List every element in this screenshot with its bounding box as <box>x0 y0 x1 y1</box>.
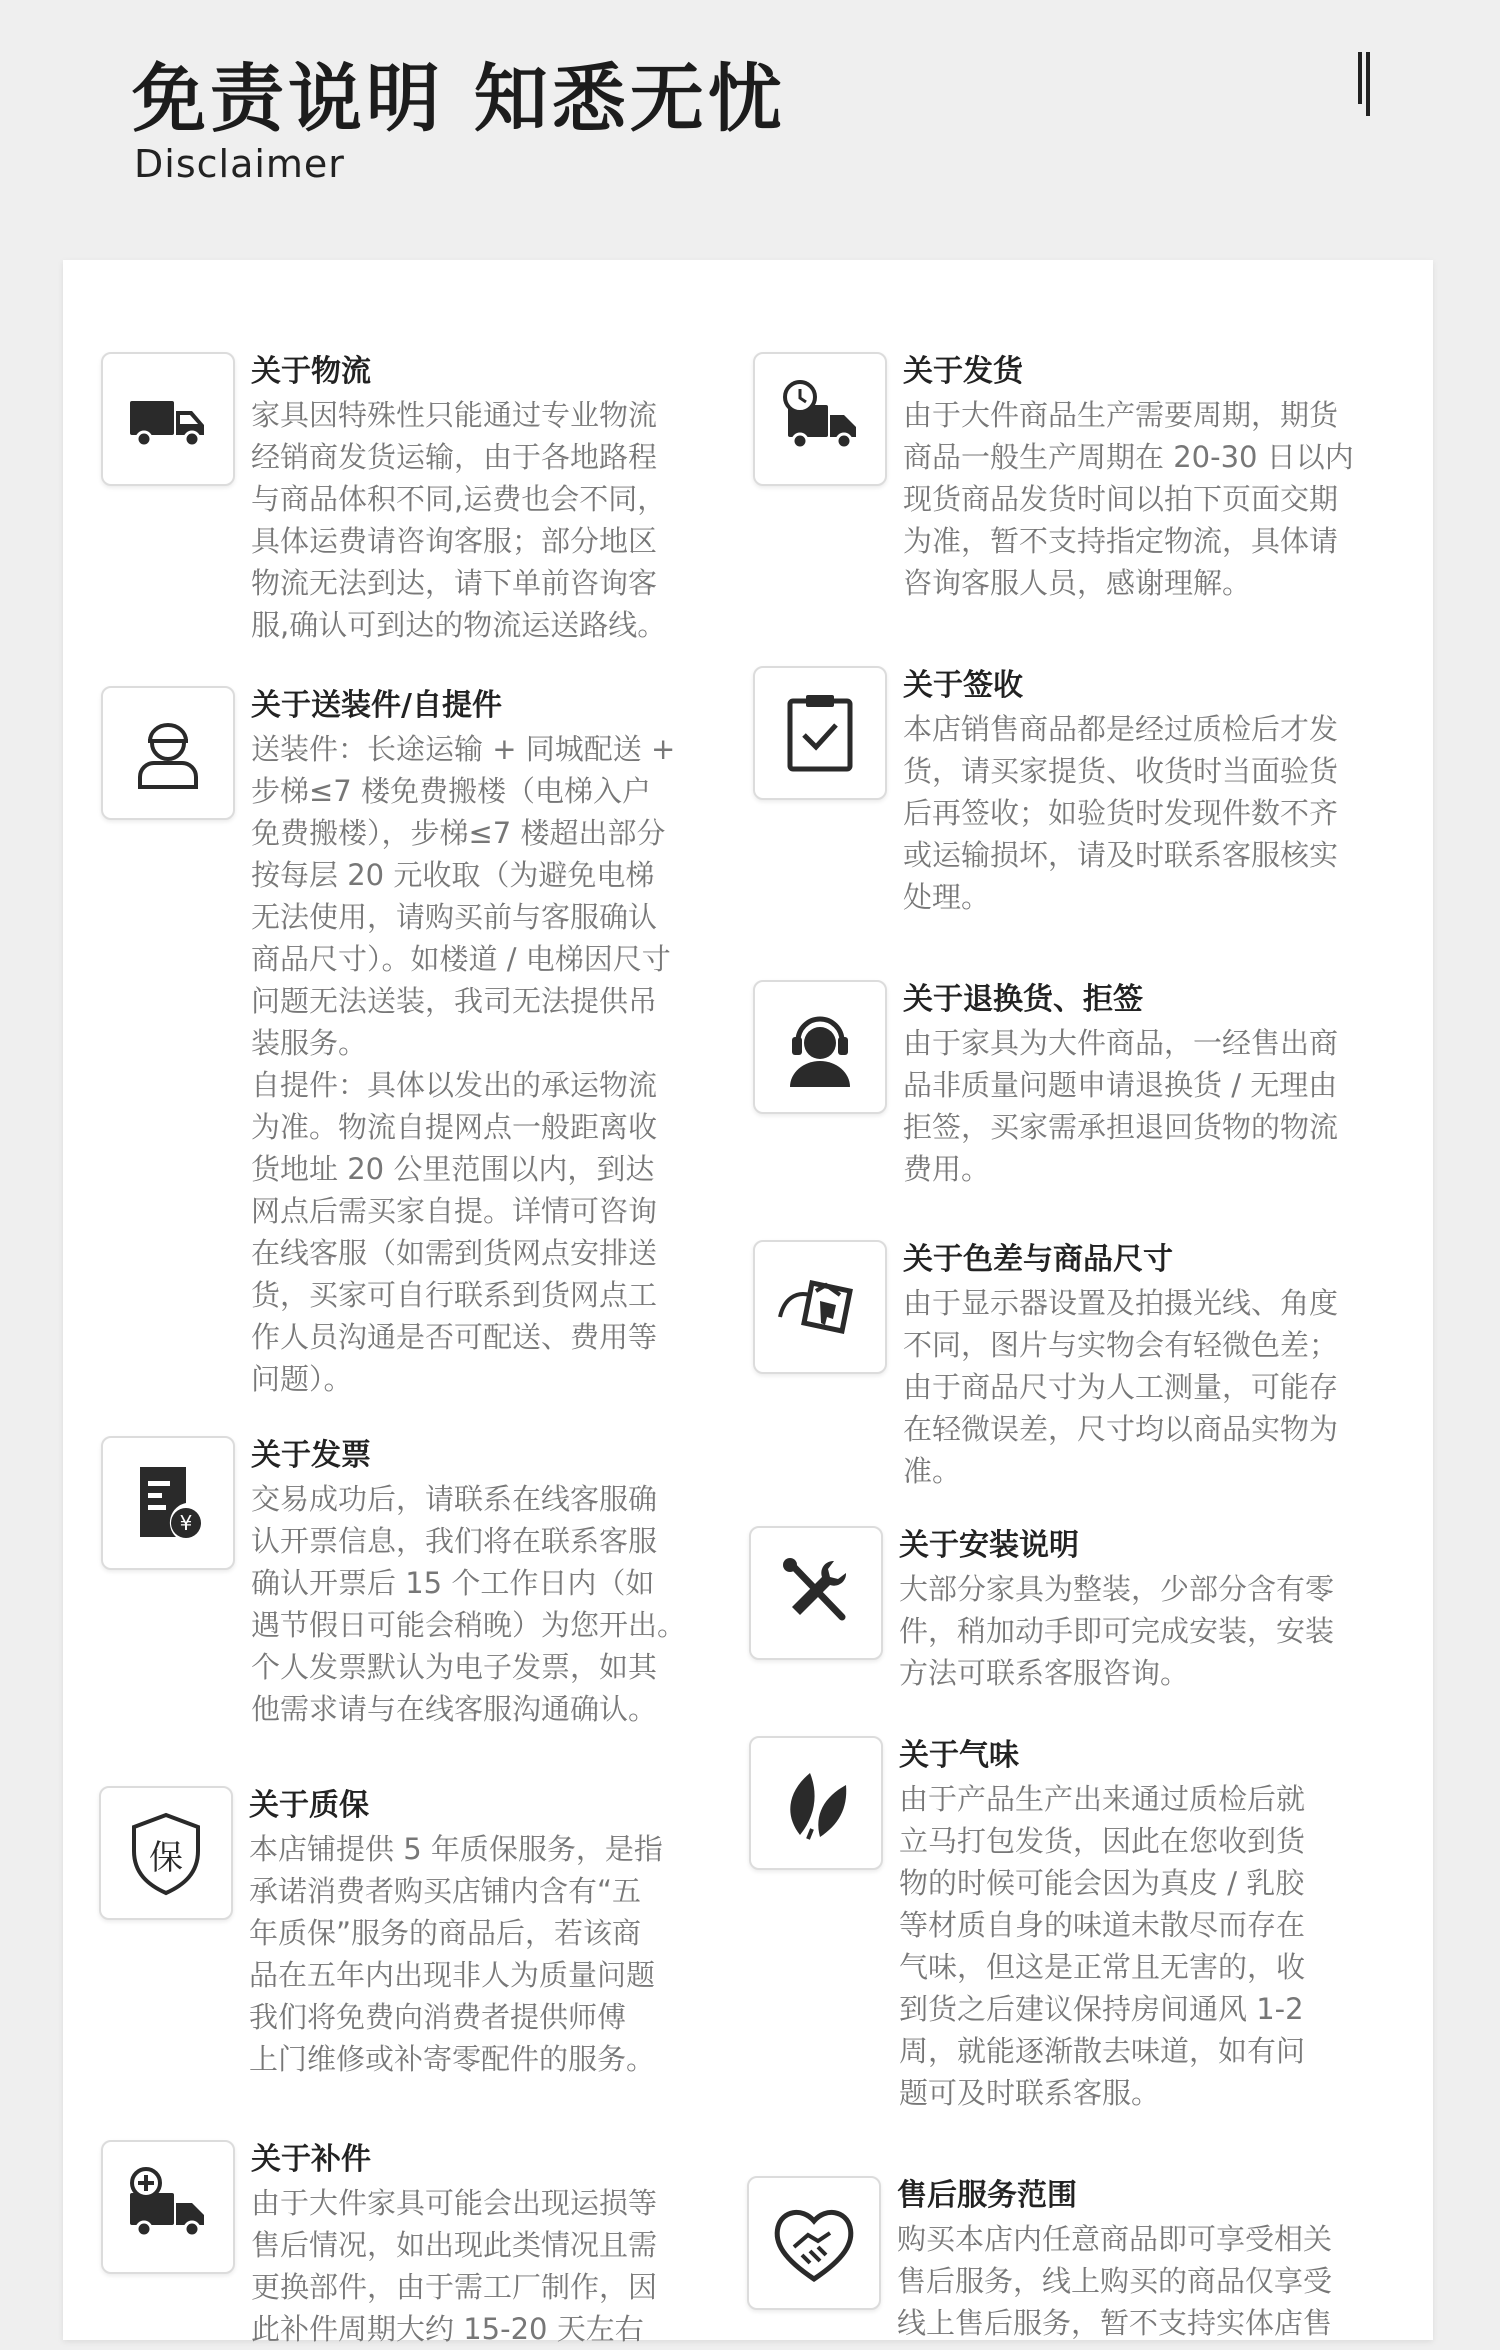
item-title: 售后服务范围 <box>897 2178 1077 2213</box>
page-header <box>0 0 1500 260</box>
item-title: 关于气味 <box>899 1738 1019 1773</box>
item-title: 关于安装说明 <box>899 1528 1079 1563</box>
item-title: 关于发票 <box>251 1438 371 1473</box>
truck-plus-icon <box>101 2140 235 2274</box>
item-body: 由于大件家具可能会出现运损等 售后情况，如出现此类情况且需 更换部件，由于需工厂制作，因 此补件周期大约 15-20 天左右 <box>251 2186 658 2346</box>
truck-icon <box>101 352 235 486</box>
item-body: 送装件：长途运输 + 同城配送 + 步梯≤7 楼免费搬楼（电梯入户 免费搬楼），步梯≤7 楼超出部分 按每层 20 元收取（为避免电梯 无法使用，请购买前与客服确认 商品尺寸）。如楼道 / 电梯因尺寸 问题无法送装，我司无法提供吊 装服务。 自提件：具体以发出的承运物流 为准。物流自提网点一般距离收 货地址 20 公里范围以内，到达 网点后需买家自提。详情可咨询 在线客服（如需到货网点安排送 货，买家可自行联系到货网点工 作人员沟通是否可配送、费用等 问题）。 <box>251 732 676 1396</box>
item-body: 本店销售商品都是经过质检后才发 货，请买家提货、收货时当面验货 后再签收；如验货时发现件数不齐 或运输损坏，请及时联系客服核实 处理。 <box>903 712 1339 914</box>
item-body: 家具因特殊性只能通过专业物流 经销商发货运输，由于各地路程 与商品体积不同,运费也会不同， 具体运费请咨询客服；部分地区 物流无法到达，请下单前咨询客 服,确认可到达的物流运送路线。 <box>251 398 667 642</box>
decorative-bars-icon <box>1352 52 1382 116</box>
item-title: 关于退换货、拒签 <box>903 982 1143 1017</box>
item-body: 由于显示器设置及拍摄光线、角度 不同，图片与实物会有轻微色差； 由于商品尺寸为人工测量，可能存 在轻微误差，尺寸均以商品实物为 准。 <box>903 1286 1339 1488</box>
leaf-icon <box>749 1736 883 1870</box>
headset-icon <box>753 980 887 1114</box>
item-body: 购买本店内任意商品即可享受相关 售后服务，线上购买的商品仅享受 线上售后服务，暂不支持实体店售 <box>897 2222 1333 2340</box>
item-title: 关于补件 <box>251 2142 371 2177</box>
item-body: 由于产品生产出来通过质检后就 立马打包发货，因此在您收到货 物的时候可能会因为真皮 / 乳胶 等材质自身的味道未散尽而存在 气味，但这是正常且无害的，收 到货之后建议保持房间通风 1-2 周，就能逐渐散去味道，如有问 题可及时联系客服。 <box>899 1782 1306 2110</box>
item-body: 本店铺提供 5 年质保服务，是指 承诺消费者购买店铺内含有“五 年质保”服务的商品后，若该商 品在五年内出现非人为质量问题 我们将免费向消费者提供师傅 上门维修或补寄零配件的服务。 <box>249 1832 663 2076</box>
item-title: 关于色差与商品尺寸 <box>903 1242 1173 1277</box>
page-subtitle: Disclaimer <box>134 142 345 186</box>
delivery-person-icon <box>101 686 235 820</box>
item-title: 关于签收 <box>903 668 1023 703</box>
truck-clock-icon <box>753 352 887 486</box>
invoice-icon <box>101 1436 235 1570</box>
svg-text:¥: ¥ <box>179 1511 193 1535</box>
tools-icon <box>749 1526 883 1660</box>
warranty-shield-icon <box>99 1786 233 1920</box>
item-title: 关于发货 <box>903 354 1023 389</box>
item-body: 由于家具为大件商品，一经售出商 品非质量问题申请退换货 / 无理由 拒签，买家需承担退回货物的物流 费用。 <box>903 1026 1339 1186</box>
svg-text:保: 保 <box>149 1838 183 1878</box>
item-title: 关于质保 <box>249 1788 369 1823</box>
clipboard-check-icon <box>753 666 887 800</box>
heart-handshake-icon <box>747 2176 881 2310</box>
paint-bucket-icon <box>753 1240 887 1374</box>
item-body: 大部分家具为整装，少部分含有零 件，稍加动手即可完成安装，安装 方法可联系客服咨询。 <box>899 1572 1335 1690</box>
item-title: 关于物流 <box>251 354 371 389</box>
item-body: 交易成功后，请联系在线客服确 认开票信息，我们将在联系客服 确认开票后 15 个工作日内（如 遇节假日可能会稍晚）为您开出。 个人发票默认为电子发票，如其 他需求请与在线客服沟通确认。 <box>251 1482 687 1726</box>
disclaimer-card <box>63 260 1433 2346</box>
item-title: 关于送装件/自提件 <box>251 688 502 723</box>
page-title: 免责说明 知悉无忧 <box>132 56 786 142</box>
item-body: 由于大件商品生产需要周期，期货 商品一般生产周期在 20-30 日以内 现货商品发货时间以拍下页面交期 为准，暂不支持指定物流，具体请 咨询客服人员，感谢理解。 <box>903 398 1354 600</box>
